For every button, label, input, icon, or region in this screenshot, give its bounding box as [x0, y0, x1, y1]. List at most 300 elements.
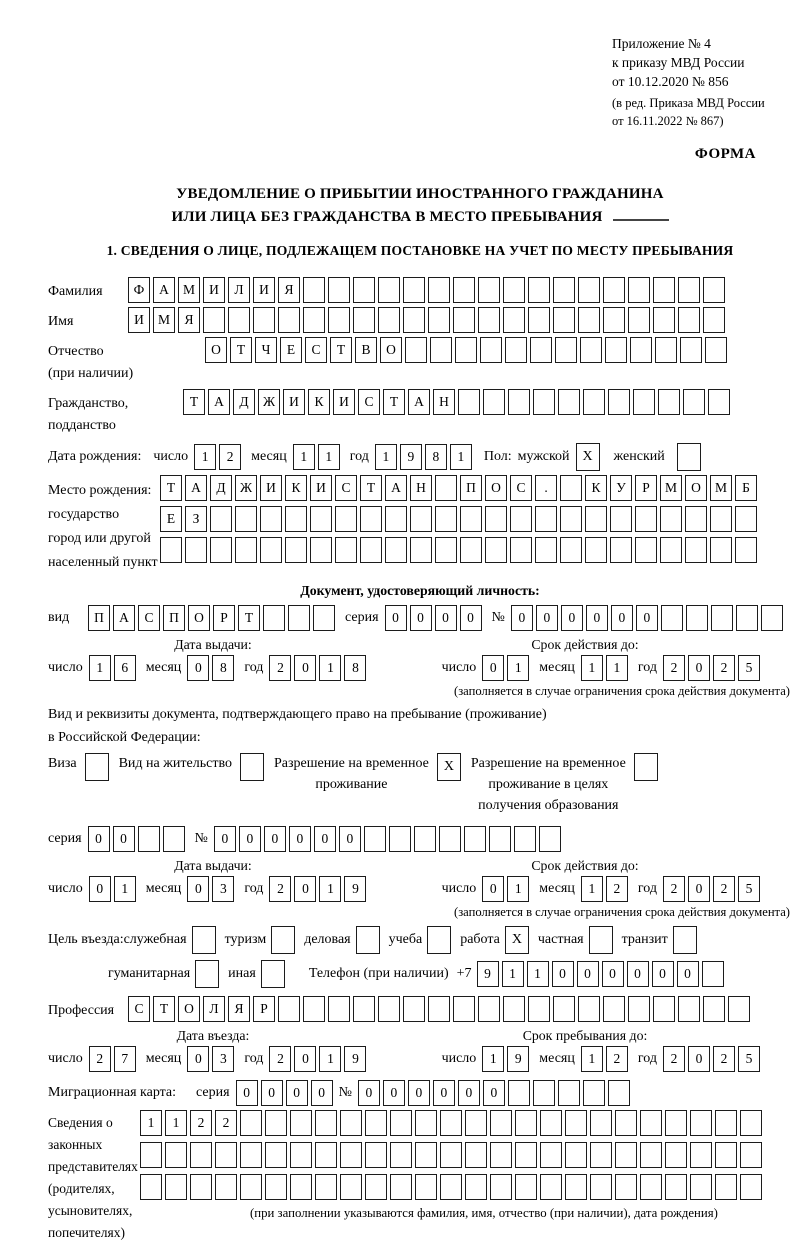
- char-cell[interactable]: [539, 826, 561, 852]
- char-cell[interactable]: [464, 826, 486, 852]
- birthdate-input[interactable]: [153, 444, 481, 470]
- char-cell[interactable]: [405, 337, 427, 363]
- char-cell[interactable]: Д: [210, 475, 232, 501]
- representatives-input-row2[interactable]: [140, 1142, 762, 1168]
- char-cell[interactable]: 0: [458, 1080, 480, 1106]
- char-cell[interactable]: [378, 996, 400, 1022]
- char-cell[interactable]: [628, 277, 650, 303]
- char-cell[interactable]: [553, 996, 575, 1022]
- char-cell[interactable]: 2: [269, 1046, 291, 1072]
- id-expiry-input[interactable]: [442, 655, 770, 681]
- char-cell[interactable]: [705, 337, 727, 363]
- char-cell[interactable]: 0: [688, 655, 710, 681]
- char-cell[interactable]: 2: [713, 876, 735, 902]
- stay-doc-series-input[interactable]: [88, 826, 185, 852]
- char-cell[interactable]: [403, 277, 425, 303]
- char-cell[interactable]: [440, 1110, 462, 1136]
- char-cell[interactable]: [478, 996, 500, 1022]
- char-cell[interactable]: Е: [280, 337, 302, 363]
- char-cell[interactable]: [310, 506, 332, 532]
- char-cell[interactable]: [530, 337, 552, 363]
- char-cell[interactable]: [560, 537, 582, 563]
- birthplace-input-row1[interactable]: [160, 475, 757, 501]
- char-cell[interactable]: [553, 307, 575, 333]
- char-cell[interactable]: 0: [261, 1080, 283, 1106]
- char-cell[interactable]: [528, 996, 550, 1022]
- char-cell[interactable]: [480, 337, 502, 363]
- char-cell[interactable]: [610, 537, 632, 563]
- char-cell[interactable]: [715, 1142, 737, 1168]
- char-cell[interactable]: 0: [187, 655, 209, 681]
- name-input[interactable]: [128, 307, 725, 333]
- char-cell[interactable]: Н: [410, 475, 432, 501]
- char-cell[interactable]: [540, 1110, 562, 1136]
- date-cells[interactable]: [482, 876, 529, 902]
- char-cell[interactable]: .: [535, 475, 557, 501]
- char-cell[interactable]: [665, 1142, 687, 1168]
- char-cell[interactable]: С: [128, 996, 150, 1022]
- char-cell[interactable]: [290, 1174, 312, 1200]
- char-cell[interactable]: [353, 307, 375, 333]
- char-cell[interactable]: А: [113, 605, 135, 631]
- char-cell[interactable]: [390, 1142, 412, 1168]
- char-cell[interactable]: [285, 537, 307, 563]
- char-cell[interactable]: [640, 1110, 662, 1136]
- char-cell[interactable]: [253, 307, 275, 333]
- char-cell[interactable]: 5: [738, 876, 760, 902]
- char-cell[interactable]: 0: [383, 1080, 405, 1106]
- char-cell[interactable]: [555, 337, 577, 363]
- char-cell[interactable]: Т: [160, 475, 182, 501]
- migration-card-series-input[interactable]: [236, 1080, 333, 1106]
- char-cell[interactable]: [203, 307, 225, 333]
- char-cell[interactable]: 0: [483, 1080, 505, 1106]
- char-cell[interactable]: 2: [269, 876, 291, 902]
- char-cell[interactable]: 6: [114, 655, 136, 681]
- char-cell[interactable]: [303, 277, 325, 303]
- char-cell[interactable]: Ж: [235, 475, 257, 501]
- char-cell[interactable]: [215, 1142, 237, 1168]
- char-cell[interactable]: И: [310, 475, 332, 501]
- char-cell[interactable]: 2: [219, 444, 241, 470]
- char-cell[interactable]: [460, 506, 482, 532]
- char-cell[interactable]: 0: [294, 1046, 316, 1072]
- date-cells[interactable]: [663, 1046, 760, 1072]
- char-cell[interactable]: [615, 1174, 637, 1200]
- char-cell[interactable]: [390, 1174, 412, 1200]
- char-cell[interactable]: 2: [663, 876, 685, 902]
- char-cell[interactable]: [740, 1110, 762, 1136]
- char-cell[interactable]: [353, 996, 375, 1022]
- char-cell[interactable]: [415, 1110, 437, 1136]
- char-cell[interactable]: П: [163, 605, 185, 631]
- char-cell[interactable]: [210, 506, 232, 532]
- char-cell[interactable]: 2: [89, 1046, 111, 1072]
- char-cell[interactable]: 0: [294, 655, 316, 681]
- char-cell[interactable]: Ф: [128, 277, 150, 303]
- char-cell[interactable]: [378, 307, 400, 333]
- char-cell[interactable]: [635, 537, 657, 563]
- date-cells[interactable]: [663, 876, 760, 902]
- char-cell[interactable]: [390, 1110, 412, 1136]
- char-cell[interactable]: [686, 605, 708, 631]
- char-cell[interactable]: [585, 506, 607, 532]
- char-cell[interactable]: Т: [153, 996, 175, 1022]
- char-cell[interactable]: 0: [677, 961, 699, 987]
- char-cell[interactable]: 0: [511, 605, 533, 631]
- char-cell[interactable]: [490, 1110, 512, 1136]
- char-cell[interactable]: С: [138, 605, 160, 631]
- char-cell[interactable]: 0: [264, 826, 286, 852]
- char-cell[interactable]: [603, 307, 625, 333]
- char-cell[interactable]: [585, 537, 607, 563]
- char-cell[interactable]: [533, 389, 555, 415]
- char-cell[interactable]: Н: [433, 389, 455, 415]
- char-cell[interactable]: [603, 996, 625, 1022]
- char-cell[interactable]: [430, 337, 452, 363]
- char-cell[interactable]: [690, 1110, 712, 1136]
- char-cell[interactable]: 0: [586, 605, 608, 631]
- char-cell[interactable]: [389, 826, 411, 852]
- char-cell[interactable]: А: [208, 389, 230, 415]
- char-cell[interactable]: С: [335, 475, 357, 501]
- char-cell[interactable]: [680, 337, 702, 363]
- char-cell[interactable]: 0: [536, 605, 558, 631]
- char-cell[interactable]: [635, 506, 657, 532]
- char-cell[interactable]: 0: [236, 1080, 258, 1106]
- char-cell[interactable]: Л: [203, 996, 225, 1022]
- char-cell[interactable]: [653, 996, 675, 1022]
- representatives-input-row1[interactable]: [140, 1110, 762, 1136]
- char-cell[interactable]: [385, 506, 407, 532]
- char-cell[interactable]: С: [510, 475, 532, 501]
- char-cell[interactable]: 1: [319, 876, 341, 902]
- char-cell[interactable]: 2: [269, 655, 291, 681]
- char-cell[interactable]: 1: [527, 961, 549, 987]
- char-cell[interactable]: Р: [213, 605, 235, 631]
- option-checkbox[interactable]: X: [505, 926, 529, 954]
- date-cells[interactable]: [89, 655, 136, 681]
- char-cell[interactable]: [505, 337, 527, 363]
- char-cell[interactable]: [460, 537, 482, 563]
- stay-expiry-input[interactable]: [442, 876, 770, 902]
- char-cell[interactable]: [428, 996, 450, 1022]
- char-cell[interactable]: [603, 277, 625, 303]
- char-cell[interactable]: П: [460, 475, 482, 501]
- char-cell[interactable]: Т: [238, 605, 260, 631]
- char-cell[interactable]: [290, 1142, 312, 1168]
- char-cell[interactable]: 1: [140, 1110, 162, 1136]
- char-cell[interactable]: 5: [738, 655, 760, 681]
- char-cell[interactable]: 0: [113, 826, 135, 852]
- char-cell[interactable]: [428, 307, 450, 333]
- char-cell[interactable]: [503, 277, 525, 303]
- char-cell[interactable]: 0: [636, 605, 658, 631]
- char-cell[interactable]: 9: [400, 444, 422, 470]
- char-cell[interactable]: И: [333, 389, 355, 415]
- char-cell[interactable]: [265, 1110, 287, 1136]
- char-cell[interactable]: [580, 337, 602, 363]
- char-cell[interactable]: 8: [344, 655, 366, 681]
- char-cell[interactable]: 2: [606, 1046, 628, 1072]
- char-cell[interactable]: [455, 337, 477, 363]
- char-cell[interactable]: М: [710, 475, 732, 501]
- date-cells[interactable]: [89, 1046, 136, 1072]
- char-cell[interactable]: 0: [187, 1046, 209, 1072]
- option-checkbox[interactable]: [261, 960, 285, 988]
- stay-doc-number-input[interactable]: [214, 826, 561, 852]
- char-cell[interactable]: [740, 1142, 762, 1168]
- char-cell[interactable]: [315, 1142, 337, 1168]
- char-cell[interactable]: [628, 996, 650, 1022]
- char-cell[interactable]: 2: [606, 876, 628, 902]
- char-cell[interactable]: [210, 537, 232, 563]
- char-cell[interactable]: [228, 307, 250, 333]
- char-cell[interactable]: 0: [577, 961, 599, 987]
- char-cell[interactable]: 0: [460, 605, 482, 631]
- char-cell[interactable]: [265, 1174, 287, 1200]
- char-cell[interactable]: [540, 1142, 562, 1168]
- char-cell[interactable]: [560, 506, 582, 532]
- char-cell[interactable]: [678, 277, 700, 303]
- char-cell[interactable]: [565, 1110, 587, 1136]
- char-cell[interactable]: [290, 1110, 312, 1136]
- char-cell[interactable]: [365, 1110, 387, 1136]
- char-cell[interactable]: О: [178, 996, 200, 1022]
- char-cell[interactable]: 1: [581, 876, 603, 902]
- char-cell[interactable]: [288, 605, 310, 631]
- char-cell[interactable]: [683, 389, 705, 415]
- char-cell[interactable]: Р: [253, 996, 275, 1022]
- date-cells[interactable]: [581, 876, 628, 902]
- date-cells[interactable]: [269, 876, 366, 902]
- char-cell[interactable]: [533, 1080, 555, 1106]
- id-doc-number-input[interactable]: [511, 605, 783, 631]
- char-cell[interactable]: [678, 996, 700, 1022]
- char-cell[interactable]: [328, 307, 350, 333]
- char-cell[interactable]: З: [185, 506, 207, 532]
- char-cell[interactable]: Б: [735, 475, 757, 501]
- char-cell[interactable]: 0: [214, 826, 236, 852]
- char-cell[interactable]: 9: [344, 876, 366, 902]
- char-cell[interactable]: Р: [635, 475, 657, 501]
- phone-input[interactable]: [477, 961, 724, 987]
- char-cell[interactable]: И: [283, 389, 305, 415]
- char-cell[interactable]: 1: [293, 444, 315, 470]
- char-cell[interactable]: 2: [663, 1046, 685, 1072]
- char-cell[interactable]: [708, 389, 730, 415]
- option-checkbox[interactable]: [195, 960, 219, 988]
- char-cell[interactable]: [190, 1174, 212, 1200]
- char-cell[interactable]: 1: [165, 1110, 187, 1136]
- char-cell[interactable]: К: [308, 389, 330, 415]
- char-cell[interactable]: О: [485, 475, 507, 501]
- char-cell[interactable]: 0: [314, 826, 336, 852]
- char-cell[interactable]: 0: [611, 605, 633, 631]
- char-cell[interactable]: [615, 1142, 637, 1168]
- char-cell[interactable]: [661, 605, 683, 631]
- char-cell[interactable]: 0: [339, 826, 361, 852]
- char-cell[interactable]: Я: [278, 277, 300, 303]
- char-cell[interactable]: [578, 277, 600, 303]
- char-cell[interactable]: 1: [114, 876, 136, 902]
- char-cell[interactable]: В: [355, 337, 377, 363]
- char-cell[interactable]: [583, 389, 605, 415]
- char-cell[interactable]: [590, 1110, 612, 1136]
- char-cell[interactable]: [610, 506, 632, 532]
- char-cell[interactable]: А: [185, 475, 207, 501]
- char-cell[interactable]: Ч: [255, 337, 277, 363]
- char-cell[interactable]: [260, 506, 282, 532]
- representatives-input-row3[interactable]: [140, 1174, 762, 1200]
- permit-checkbox[interactable]: [85, 753, 109, 781]
- char-cell[interactable]: О: [380, 337, 402, 363]
- birthplace-input-row3[interactable]: [160, 537, 757, 563]
- char-cell[interactable]: [278, 307, 300, 333]
- char-cell[interactable]: [558, 389, 580, 415]
- date-cells[interactable]: [269, 655, 366, 681]
- char-cell[interactable]: [328, 996, 350, 1022]
- char-cell[interactable]: 1: [319, 655, 341, 681]
- char-cell[interactable]: [485, 537, 507, 563]
- char-cell[interactable]: 2: [190, 1110, 212, 1136]
- char-cell[interactable]: [415, 1142, 437, 1168]
- char-cell[interactable]: [503, 996, 525, 1022]
- char-cell[interactable]: 8: [212, 655, 234, 681]
- char-cell[interactable]: [735, 537, 757, 563]
- char-cell[interactable]: С: [358, 389, 380, 415]
- char-cell[interactable]: [628, 307, 650, 333]
- char-cell[interactable]: 5: [738, 1046, 760, 1072]
- char-cell[interactable]: 0: [652, 961, 674, 987]
- char-cell[interactable]: [710, 506, 732, 532]
- char-cell[interactable]: 2: [713, 655, 735, 681]
- char-cell[interactable]: [735, 506, 757, 532]
- char-cell[interactable]: [285, 506, 307, 532]
- char-cell[interactable]: А: [408, 389, 430, 415]
- char-cell[interactable]: [485, 506, 507, 532]
- char-cell[interactable]: 0: [435, 605, 457, 631]
- char-cell[interactable]: [633, 389, 655, 415]
- char-cell[interactable]: [658, 389, 680, 415]
- char-cell[interactable]: [483, 389, 505, 415]
- char-cell[interactable]: К: [585, 475, 607, 501]
- char-cell[interactable]: 1: [450, 444, 472, 470]
- option-checkbox[interactable]: [192, 926, 216, 954]
- char-cell[interactable]: [489, 826, 511, 852]
- char-cell[interactable]: Ж: [258, 389, 280, 415]
- char-cell[interactable]: 1: [507, 876, 529, 902]
- sex-female-checkbox[interactable]: [677, 443, 701, 471]
- char-cell[interactable]: 1: [482, 1046, 504, 1072]
- char-cell[interactable]: [160, 537, 182, 563]
- char-cell[interactable]: [415, 1174, 437, 1200]
- char-cell[interactable]: [335, 537, 357, 563]
- char-cell[interactable]: 3: [212, 1046, 234, 1072]
- char-cell[interactable]: И: [203, 277, 225, 303]
- char-cell[interactable]: [608, 1080, 630, 1106]
- char-cell[interactable]: [710, 537, 732, 563]
- char-cell[interactable]: 2: [663, 655, 685, 681]
- char-cell[interactable]: 0: [89, 876, 111, 902]
- char-cell[interactable]: [508, 389, 530, 415]
- char-cell[interactable]: 1: [194, 444, 216, 470]
- char-cell[interactable]: [435, 506, 457, 532]
- char-cell[interactable]: [440, 1174, 462, 1200]
- stay-issue-input[interactable]: [48, 876, 376, 902]
- char-cell[interactable]: [185, 537, 207, 563]
- char-cell[interactable]: 0: [294, 876, 316, 902]
- char-cell[interactable]: [439, 826, 461, 852]
- char-cell[interactable]: 1: [581, 1046, 603, 1072]
- char-cell[interactable]: [660, 506, 682, 532]
- char-cell[interactable]: 9: [344, 1046, 366, 1072]
- char-cell[interactable]: [558, 1080, 580, 1106]
- char-cell[interactable]: [590, 1142, 612, 1168]
- char-cell[interactable]: И: [260, 475, 282, 501]
- char-cell[interactable]: [690, 1142, 712, 1168]
- char-cell[interactable]: [608, 389, 630, 415]
- date-cells[interactable]: [581, 655, 628, 681]
- char-cell[interactable]: [528, 307, 550, 333]
- char-cell[interactable]: 0: [311, 1080, 333, 1106]
- char-cell[interactable]: А: [385, 475, 407, 501]
- char-cell[interactable]: 0: [286, 1080, 308, 1106]
- char-cell[interactable]: [335, 506, 357, 532]
- char-cell[interactable]: И: [253, 277, 275, 303]
- char-cell[interactable]: Т: [383, 389, 405, 415]
- char-cell[interactable]: [565, 1174, 587, 1200]
- char-cell[interactable]: [265, 1142, 287, 1168]
- char-cell[interactable]: [560, 475, 582, 501]
- char-cell[interactable]: 0: [88, 826, 110, 852]
- char-cell[interactable]: [703, 307, 725, 333]
- char-cell[interactable]: [653, 277, 675, 303]
- char-cell[interactable]: [640, 1174, 662, 1200]
- char-cell[interactable]: [310, 537, 332, 563]
- char-cell[interactable]: [315, 1110, 337, 1136]
- char-cell[interactable]: [490, 1142, 512, 1168]
- char-cell[interactable]: [403, 996, 425, 1022]
- id-doc-series-input[interactable]: [385, 605, 482, 631]
- char-cell[interactable]: М: [660, 475, 682, 501]
- char-cell[interactable]: И: [128, 307, 150, 333]
- char-cell[interactable]: [410, 537, 432, 563]
- char-cell[interactable]: 1: [581, 655, 603, 681]
- char-cell[interactable]: [453, 307, 475, 333]
- char-cell[interactable]: 1: [89, 655, 111, 681]
- char-cell[interactable]: Е: [160, 506, 182, 532]
- option-checkbox[interactable]: [589, 926, 613, 954]
- char-cell[interactable]: [414, 826, 436, 852]
- char-cell[interactable]: [535, 506, 557, 532]
- char-cell[interactable]: 0: [410, 605, 432, 631]
- permit-checkbox[interactable]: [634, 753, 658, 781]
- migration-card-number-input[interactable]: [358, 1080, 630, 1106]
- char-cell[interactable]: [590, 1174, 612, 1200]
- char-cell[interactable]: [630, 337, 652, 363]
- char-cell[interactable]: О: [685, 475, 707, 501]
- char-cell[interactable]: 2: [713, 1046, 735, 1072]
- char-cell[interactable]: [403, 307, 425, 333]
- char-cell[interactable]: [690, 1174, 712, 1200]
- char-cell[interactable]: 1: [606, 655, 628, 681]
- char-cell[interactable]: [465, 1142, 487, 1168]
- char-cell[interactable]: [435, 475, 457, 501]
- id-doc-kind-input[interactable]: [88, 605, 335, 631]
- char-cell[interactable]: [478, 307, 500, 333]
- char-cell[interactable]: [510, 506, 532, 532]
